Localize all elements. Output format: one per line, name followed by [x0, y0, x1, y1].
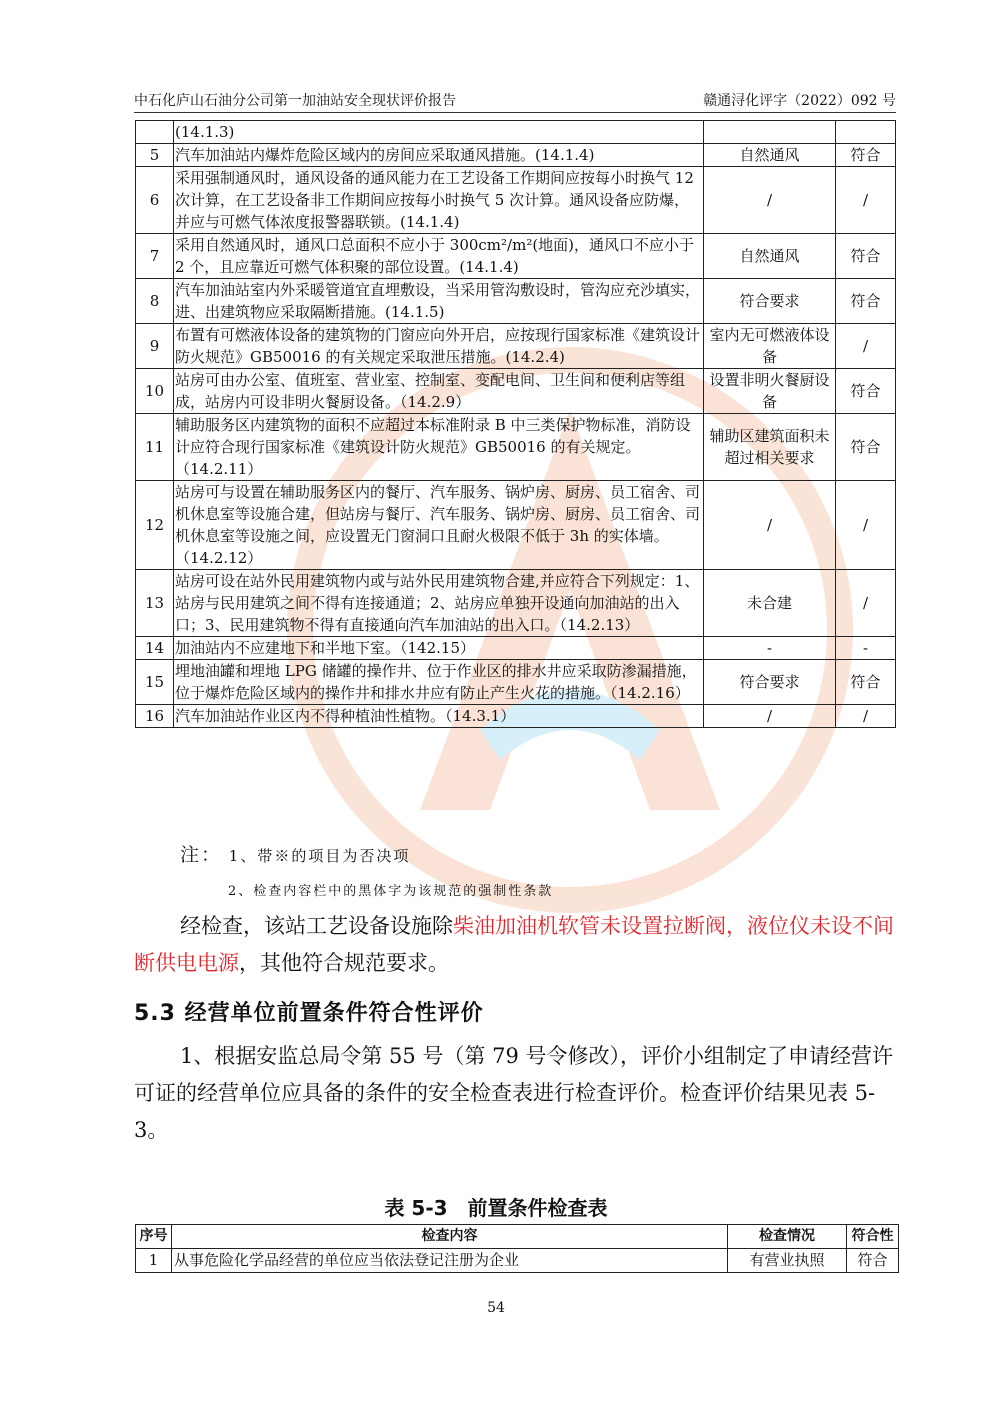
table-row [136, 414, 896, 481]
inspection-table [135, 120, 896, 728]
row-compliance: / [836, 324, 896, 369]
row-result: 符合要求 [704, 660, 836, 705]
row-compliance: - [836, 637, 896, 660]
table-row [136, 369, 896, 414]
row-number: 8 [136, 279, 174, 324]
intro-paragraph: 1、根据安监总局令第 55 号（第 79 号令修改），评价小组制定了申请经营许可证的经营单位应具备的条件的安全检查表进行检查评价。检查评价结果见表 5-3。 [134, 1044, 894, 1142]
row-content: 站房可设在站外民用建筑物内或与站外民用建筑物合建,并应符合下列规定：1、站房与民用建筑之间不得有连接通道；2、站房应单独开设通向加油站的出入口；3、民用建筑物不得有直接通向汽车加油站的出入口。（14.2.13） [174, 570, 704, 637]
row-result [704, 121, 836, 144]
row-result: 自然通风 [704, 234, 836, 279]
row-compliance: 符合 [836, 234, 896, 279]
row-result: 设置非明火餐厨设备 [704, 369, 836, 414]
header-report-number: 赣通浔化评字（2022）092 号 [703, 93, 896, 109]
row-compliance: / [836, 705, 896, 728]
row-result: - [704, 637, 836, 660]
note-text-2: 2、检查内容栏中的黑体字为该规范的强制性条款 [228, 884, 554, 899]
note-text-1: 1、带※的项目为否决项 [228, 847, 411, 865]
row-number: 14 [136, 637, 174, 660]
header-content: 检查内容 [172, 1225, 728, 1249]
row-content: 汽车加油站室内外采暖管道宜直埋敷设，当采用管沟敷设时，管沟应充沙填实，进、出建筑物应采取隔断措施。(14.1.5) [174, 279, 704, 324]
row-content: 埋地油罐和埋地 LPG 储罐的操作井、位于作业区的排水井应采取防渗漏措施，位于爆炸危险区域内的操作井和排水井应有防止产生火花的措施。（14.2.16） [174, 660, 704, 705]
table-row [136, 705, 896, 728]
row-number: 9 [136, 324, 174, 369]
row-number: 10 [136, 369, 174, 414]
table-header-row [136, 1225, 899, 1249]
row-content: (14.1.3) [174, 121, 704, 144]
conclusion-paragraph [134, 908, 898, 982]
row-result: 室内无可燃液体设备 [704, 324, 836, 369]
row-result: / [704, 167, 836, 234]
row-result: / [704, 481, 836, 570]
row-result: 辅助区建筑面积未超过相关要求 [704, 414, 836, 481]
row-number: 11 [136, 414, 174, 481]
row-compliance: 符合 [836, 369, 896, 414]
row-number: 6 [136, 167, 174, 234]
row-content: 站房可由办公室、值班室、营业室、控制室、变配电间、卫生间和便利店等组成，站房内可设非明火餐厨设备。（14.2.9） [174, 369, 704, 414]
table-row [136, 1249, 899, 1273]
table-row [136, 167, 896, 234]
row-compliance: 符合 [836, 144, 896, 167]
row-number: 7 [136, 234, 174, 279]
row-compliance [836, 121, 896, 144]
header-result: 检查情况 [728, 1225, 847, 1249]
row-number: 5 [136, 144, 174, 167]
row-content: 汽车加油站内爆炸危险区域内的房间应采取通风措施。(14.1.4) [174, 144, 704, 167]
precondition-table [135, 1224, 899, 1273]
header-report-title: 中石化庐山石油分公司第一加油站安全现状评价报告 [134, 93, 456, 109]
row-number [136, 121, 174, 144]
header-comply: 符合性 [847, 1225, 899, 1249]
section-heading: 5.3 经营单位前置条件符合性评价 [134, 1001, 484, 1026]
table-caption: 表 5-3 前置条件检查表 [384, 1196, 608, 1220]
page-header [134, 86, 896, 113]
row-number: 13 [136, 570, 174, 637]
table-row [136, 637, 896, 660]
row-content: 辅助服务区内建筑物的面积不应超过本标准附录 B 中三类保护物标准，消防设计应符合现行国家标准《建筑设计防火规范》GB50016 的有关规定。（14.2.11） [174, 414, 704, 481]
row-compliance: 符合 [836, 414, 896, 481]
row-result: 有营业执照 [728, 1249, 847, 1273]
row-content: 汽车加油站作业区内不得种植油性植物。（14.3.1） [174, 705, 704, 728]
table-row [136, 481, 896, 570]
table-row [136, 144, 896, 167]
row-number: 1 [136, 1249, 172, 1273]
row-content: 布置有可燃液体设备的建筑物的门窗应向外开启，应按现行国家标准《建筑设计防火规范》GB50016 的有关规定采取泄压措施。(14.2.4) [174, 324, 704, 369]
table-row [136, 279, 896, 324]
note-line-1 [180, 840, 410, 867]
row-number: 15 [136, 660, 174, 705]
row-result: 未合建 [704, 570, 836, 637]
note-label: 注： [180, 844, 223, 866]
conclusion-highlight: 柴油加油机软管未设置拉断阀，液位仪未设不间断供电电源 [134, 914, 894, 975]
row-compliance: 符合 [847, 1249, 899, 1273]
table-row [136, 324, 896, 369]
table-row [136, 660, 896, 705]
row-content: 站房可与设置在辅助服务区内的餐厅、汽车服务、锅炉房、厨房、员工宿舍、司机休息室等设施合建，但站房与餐厅、汽车服务、锅炉房、厨房、员工宿舍、司机休息室等设施之间，应设置无门窗洞口且耐火极限不低于 3h 的实体墙。（14.2.12） [174, 481, 704, 570]
row-compliance: 符合 [836, 279, 896, 324]
row-content: 加油站内不应建地下和半地下室。（142.15） [174, 637, 704, 660]
conclusion-text-a: 经检查，该站工艺设备设施除 [180, 914, 453, 938]
row-number: 12 [136, 481, 174, 570]
row-content: 采用自然通风时，通风口总面积不应小于 300cm²/m²(地面)，通风口不应小于 2 个，且应靠近可燃气体积聚的部位设置。(14.1.4) [174, 234, 704, 279]
table-row [136, 234, 896, 279]
page-number: 54 [487, 1300, 505, 1316]
row-result: 自然通风 [704, 144, 836, 167]
row-compliance: / [836, 570, 896, 637]
header-num: 序号 [136, 1225, 172, 1249]
row-result: / [704, 705, 836, 728]
conclusion-text-b: ，其他符合规范要求。 [239, 951, 449, 975]
row-content: 从事危险化学品经营的单位应当依法登记注册为企业 [172, 1249, 728, 1273]
row-compliance: 符合 [836, 660, 896, 705]
row-compliance: / [836, 481, 896, 570]
table-row [136, 121, 896, 144]
row-number: 16 [136, 705, 174, 728]
table-row [136, 570, 896, 637]
row-content: 采用强制通风时，通风设备的通风能力在工艺设备工作期间应按每小时换气 12 次计算，在工艺设备非工作期间应按每小时换气 5 次计算。通风设备应防爆，并应与可燃气体浓度报警器联锁。(14.1.4) [174, 167, 704, 234]
row-compliance: / [836, 167, 896, 234]
row-result: 符合要求 [704, 279, 836, 324]
